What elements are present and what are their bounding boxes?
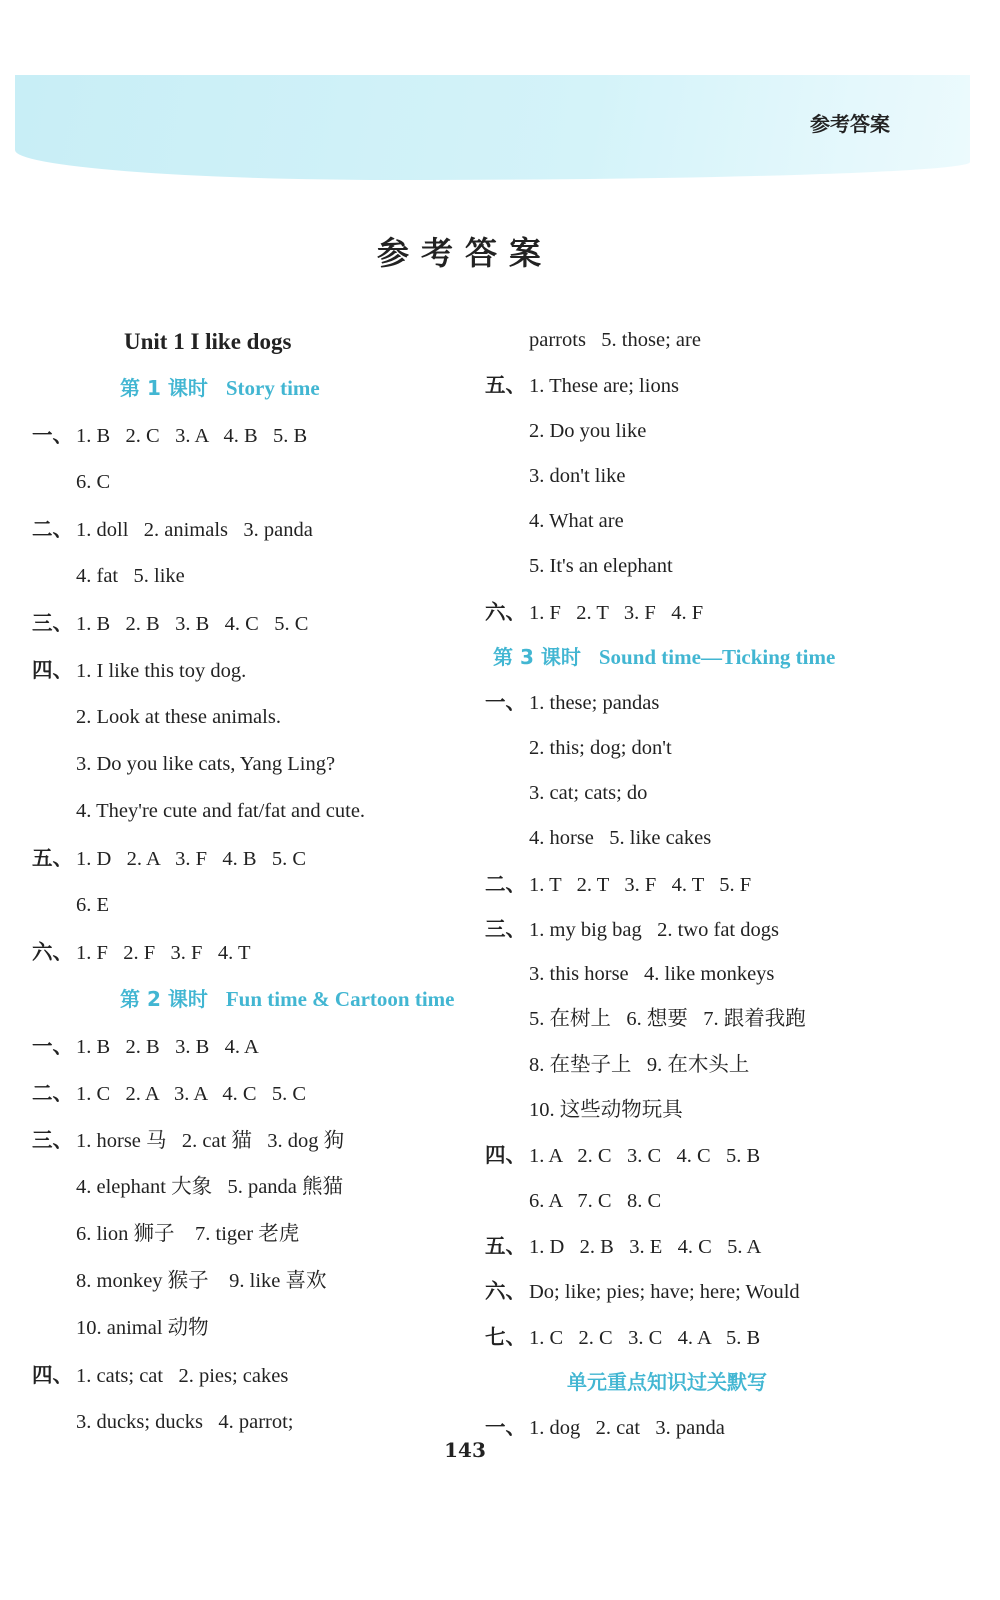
answer-line — [32, 506, 452, 553]
section-number: 六、 — [485, 1279, 526, 1304]
answer-line — [32, 1211, 452, 1258]
answer-text: 6. A 7. C 8. C — [529, 1189, 662, 1212]
answer-line — [32, 1352, 452, 1399]
answer-text: 4. They're cute and fat/fat and cute. — [76, 800, 366, 822]
answer-line — [32, 741, 452, 788]
answer-text: 1. T 2. T 3. F 4. T 5. F — [529, 873, 752, 896]
answer-text: 1. D 2. B 3. E 4. C 5. A — [529, 1235, 762, 1258]
answer-line — [32, 1023, 452, 1070]
answer-text: 6. C — [76, 471, 111, 493]
section-number: 一、 — [32, 423, 73, 447]
section-number: 四、 — [32, 1363, 73, 1387]
answer-line — [485, 771, 955, 816]
answer-text: 1. C 2. C 3. C 4. A 5. B — [529, 1326, 761, 1349]
answer-line — [32, 553, 452, 600]
lesson-heading — [485, 635, 955, 680]
lesson-heading — [32, 365, 452, 412]
answer-text: 1. cats; cat 2. pies; cakes — [76, 1365, 289, 1387]
answer-text: 3. this horse 4. like monkeys — [529, 963, 775, 986]
header-label: 参考答案 — [810, 112, 890, 136]
answer-line — [32, 788, 452, 835]
lesson-subtitle: Story time — [225, 376, 320, 400]
lesson-subtitle: Fun time & Cartoon time — [225, 987, 455, 1011]
left-column — [32, 318, 455, 1446]
section-number: 五、 — [32, 846, 73, 870]
answer-text: 1. doll 2. animals 3. panda — [76, 519, 313, 541]
section-number: 三、 — [485, 916, 526, 941]
answer-line — [32, 1164, 452, 1211]
answer-text: 5. It's an elephant — [529, 555, 673, 578]
answer-text: 1. D 2. A 3. F 4. B 5. C — [76, 848, 307, 870]
section-number: 一、 — [485, 1415, 526, 1440]
answer-text: 2. this; dog; don't — [529, 736, 672, 759]
section-number: 四、 — [32, 658, 73, 682]
lesson-heading — [32, 976, 455, 1023]
answer-text: 1. B 2. B 3. B 4. C 5. C — [76, 613, 309, 635]
lesson-subtitle: Sound time—Ticking time — [598, 645, 836, 670]
answer-line — [485, 907, 955, 952]
answer-text: 1. dog 2. cat 3. panda — [529, 1417, 725, 1440]
answer-line — [485, 680, 955, 725]
answer-text: 1. These are; lions — [529, 375, 679, 398]
right-column — [485, 318, 955, 1450]
answer-line — [32, 882, 452, 929]
answer-text: 1. B 2. C 3. A 4. B 5. B — [76, 425, 308, 447]
section-number: 二、 — [32, 1081, 73, 1105]
answer-line — [485, 454, 955, 499]
answer-text: 1. B 2. B 3. B 4. A — [76, 1036, 259, 1058]
section-number: 一、 — [485, 690, 526, 715]
answer-text: 2. Do you like — [529, 419, 647, 442]
answer-text: 4. elephant 大象 5. panda 熊猫 — [76, 1176, 344, 1198]
answer-line — [485, 409, 955, 454]
answer-line — [485, 318, 955, 363]
answer-text: 8. monkey 猴子 9. like 喜欢 — [76, 1270, 327, 1292]
section-number: 六、 — [32, 940, 73, 964]
answer-text: 4. What are — [529, 510, 624, 533]
answer-text: 1. I like this toy dog. — [76, 660, 247, 682]
section-number: 二、 — [485, 871, 526, 896]
answer-line — [485, 997, 955, 1042]
section-number: 六、 — [485, 599, 526, 624]
answer-text: 1. F 2. T 3. F 4. F — [529, 601, 704, 624]
answer-line — [485, 590, 955, 635]
answer-text: 3. ducks; ducks 4. parrot; — [76, 1411, 294, 1433]
lesson-label: 第 1 课时 — [120, 376, 208, 400]
answer-line — [32, 1070, 452, 1117]
answer-line — [485, 952, 955, 997]
answer-text: 1. my big bag 2. two fat dogs — [529, 918, 779, 941]
section-number: 三、 — [32, 1128, 73, 1152]
page-title: 参考答案 — [376, 234, 553, 272]
answer-line — [485, 1043, 955, 1088]
answer-text: 1. A 2. C 3. C 4. C 5. B — [529, 1145, 761, 1168]
answer-line — [32, 647, 452, 694]
answer-line — [485, 363, 955, 408]
answer-text: 5. 在树上 6. 想要 7. 跟着我跑 — [529, 1008, 806, 1031]
answer-line — [32, 600, 452, 647]
section-number: 二、 — [32, 517, 73, 541]
answer-line — [485, 1088, 955, 1133]
unit-heading: Unit 1 I like dogs — [124, 329, 292, 354]
answer-text: 1. F 2. F 3. F 4. T — [76, 942, 251, 964]
answer-text: 1. horse 马 2. cat 猫 3. dog 狗 — [76, 1130, 345, 1152]
section-heading: 单元重点知识过关默写 — [567, 1369, 767, 1394]
answer-text: parrots 5. those; are — [529, 329, 701, 351]
answer-line — [32, 1258, 452, 1305]
answer-text: 6. E — [76, 894, 110, 916]
page-number: 143 — [444, 1438, 486, 1462]
section-number: 四、 — [485, 1143, 526, 1168]
answer-line — [32, 835, 452, 882]
lesson-label: 第 3 课时 — [493, 645, 581, 670]
section-number: 七、 — [485, 1324, 526, 1349]
answer-text: 2. Look at these animals. — [76, 706, 281, 728]
answer-line — [485, 544, 955, 589]
answer-line — [485, 1315, 955, 1360]
section-number: 五、 — [485, 1233, 526, 1258]
answer-line — [32, 1305, 452, 1352]
answer-line — [485, 862, 955, 907]
answer-text: 10. 这些动物玩具 — [529, 1099, 683, 1122]
answer-line — [485, 816, 955, 861]
section-number: 五、 — [485, 373, 526, 398]
answer-line — [485, 726, 955, 771]
answer-line — [32, 1117, 452, 1164]
answer-text: 1. C 2. A 3. A 4. C 5. C — [76, 1083, 307, 1105]
answer-line — [485, 1269, 955, 1314]
answer-line — [485, 499, 955, 544]
answer-text: 4. horse 5. like cakes — [529, 827, 712, 850]
answer-line — [32, 459, 452, 506]
answer-text: 10. animal 动物 — [76, 1317, 209, 1339]
answer-text: 8. 在垫子上 9. 在木头上 — [529, 1053, 750, 1076]
answer-text: 3. don't like — [529, 464, 626, 487]
section-number: 三、 — [32, 611, 73, 635]
answer-line — [485, 1179, 955, 1224]
lesson-label: 第 2 课时 — [120, 987, 208, 1011]
answer-text: 3. Do you like cats, Yang Ling? — [76, 753, 336, 775]
answer-line — [485, 1224, 955, 1269]
answer-text: 3. cat; cats; do — [529, 781, 648, 804]
answer-line — [485, 1133, 955, 1178]
answer-text: 6. lion 狮子 7. tiger 老虎 — [76, 1223, 300, 1245]
answer-line — [32, 412, 452, 459]
answer-text: Do; like; pies; have; here; Would — [529, 1281, 800, 1304]
answer-line — [32, 694, 452, 741]
answer-text: 1. these; pandas — [529, 692, 660, 715]
section-number: 一、 — [32, 1034, 73, 1058]
answer-line — [32, 929, 452, 976]
answer-text: 4. fat 5. like — [76, 565, 185, 587]
